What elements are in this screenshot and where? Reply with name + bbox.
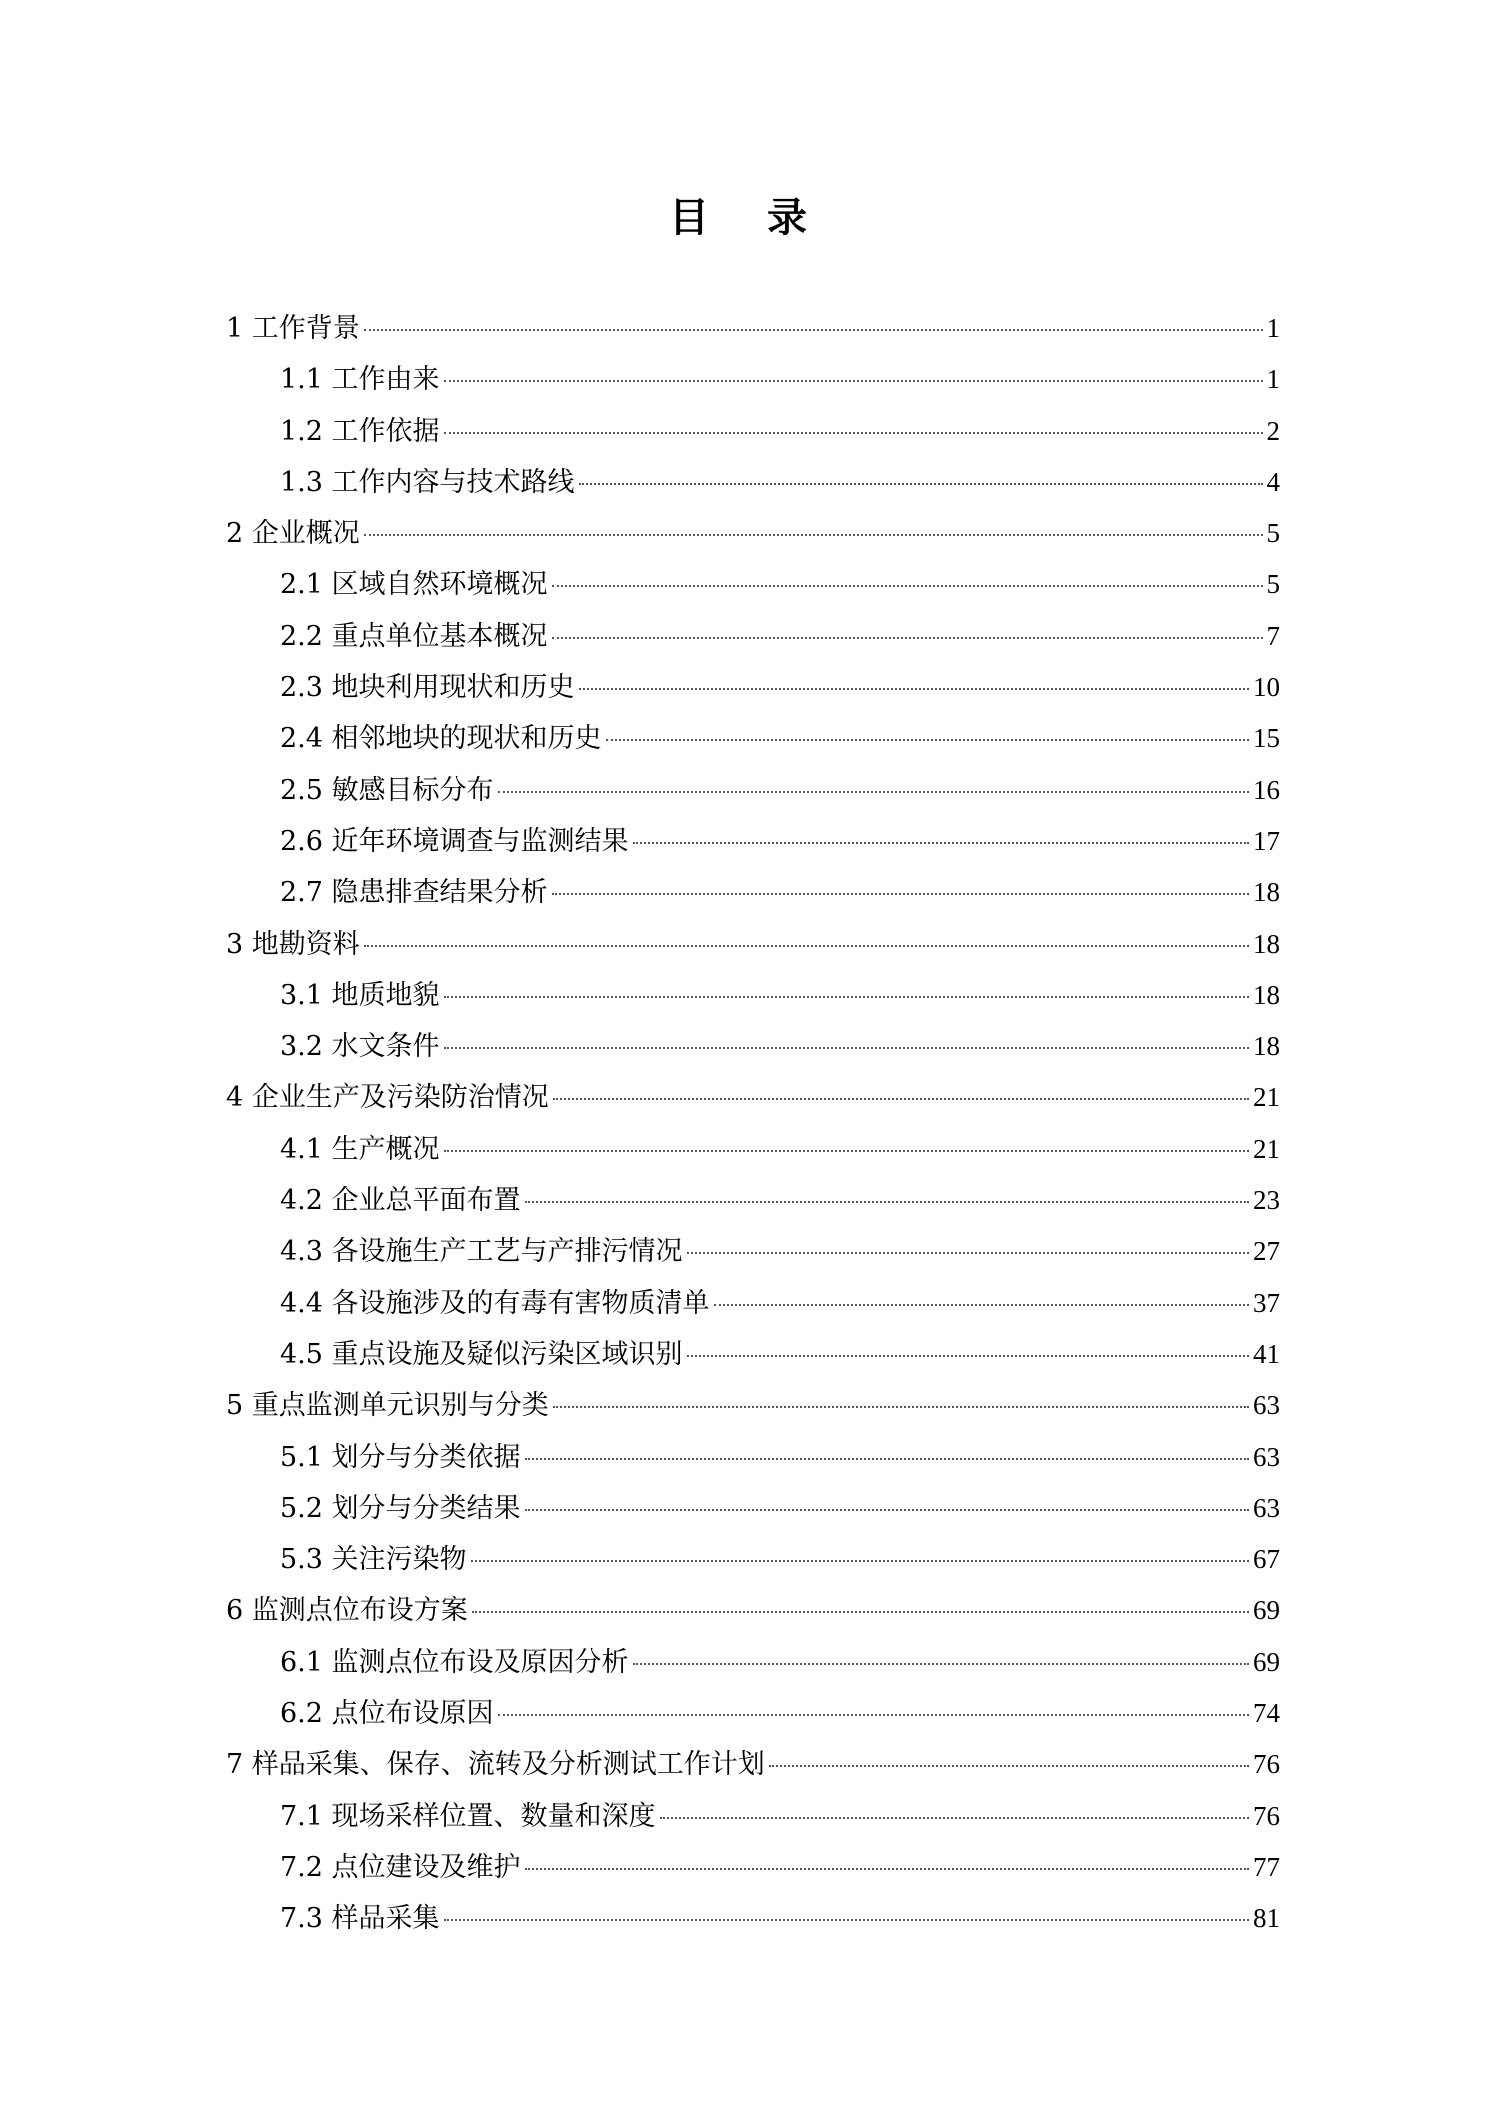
- toc-dot-leader: [769, 1765, 1249, 1767]
- toc-dot-leader: [687, 1252, 1249, 1254]
- toc-entry-label: 2.1 区域自然环境概况: [280, 569, 548, 601]
- toc-entry-section[interactable]: [226, 1278, 1280, 1329]
- toc-entry-label: 6.1 监测点位布设及原因分析: [280, 1646, 629, 1678]
- toc-entry-section[interactable]: [226, 867, 1280, 918]
- toc-entry-chapter[interactable]: [226, 508, 1280, 559]
- toc-dot-leader: [444, 432, 1263, 434]
- toc-dot-leader: [525, 1509, 1249, 1511]
- toc-dot-leader: [444, 1150, 1249, 1152]
- toc-dot-leader: [525, 1458, 1249, 1460]
- toc-dot-leader: [579, 688, 1249, 690]
- toc-entry-label: 7.1 现场采样位置、数量和深度: [280, 1800, 656, 1832]
- toc-entry-section[interactable]: [226, 1226, 1280, 1277]
- toc-entry-chapter[interactable]: [226, 1585, 1280, 1636]
- toc-entry-label: 2 企业概况: [226, 518, 360, 550]
- toc-entry-label: 3.1 地质地貌: [280, 979, 440, 1011]
- toc-entry-label: 4.1 生产概况: [280, 1133, 440, 1165]
- toc-entry-label: 1.2 工作依据: [280, 415, 440, 447]
- toc-dot-leader: [525, 1201, 1249, 1203]
- toc-entry-section[interactable]: [226, 611, 1280, 662]
- toc-entry-section[interactable]: [226, 1124, 1280, 1175]
- toc-entry-page-number: 21: [1253, 1082, 1280, 1113]
- toc-dot-leader: [498, 1714, 1249, 1716]
- toc-dot-leader: [364, 329, 1263, 331]
- toc-entry-section[interactable]: [226, 1534, 1280, 1585]
- toc-entry-label: 3 地勘资料: [226, 928, 360, 960]
- toc-dot-leader: [606, 739, 1249, 741]
- table-of-contents: [226, 303, 1280, 1945]
- toc-entry-label: 4.4 各设施涉及的有毒有害物质清单: [280, 1287, 710, 1319]
- toc-entry-page-number: 63: [1253, 1492, 1280, 1523]
- toc-entry-label: 5 重点监测单元识别与分类: [226, 1390, 549, 1422]
- toc-dot-leader: [552, 893, 1249, 895]
- toc-dot-leader: [444, 1047, 1249, 1049]
- toc-dot-leader: [444, 380, 1263, 382]
- toc-entry-section[interactable]: [226, 1893, 1280, 1944]
- toc-entry-section[interactable]: [226, 1791, 1280, 1842]
- toc-entry-section[interactable]: [226, 1329, 1280, 1380]
- toc-entry-page-number: 18: [1253, 877, 1280, 908]
- toc-entry-label: 3.2 水文条件: [280, 1031, 440, 1063]
- toc-entry-section[interactable]: [226, 559, 1280, 610]
- toc-dot-leader: [471, 1560, 1249, 1562]
- toc-entry-label: 2.7 隐患排查结果分析: [280, 877, 548, 909]
- toc-entry-section[interactable]: [226, 662, 1280, 713]
- toc-dot-leader: [633, 842, 1249, 844]
- toc-entry-section[interactable]: [226, 970, 1280, 1021]
- toc-entry-page-number: 18: [1253, 928, 1280, 959]
- toc-dot-leader: [714, 1304, 1249, 1306]
- toc-entry-section[interactable]: [226, 457, 1280, 508]
- toc-entry-page-number: 76: [1253, 1800, 1280, 1831]
- toc-entry-page-number: 74: [1253, 1698, 1280, 1729]
- toc-entry-page-number: 1: [1266, 313, 1280, 343]
- toc-dot-leader: [444, 1919, 1249, 1921]
- toc-entry-label: 5.2 划分与分类结果: [280, 1492, 521, 1524]
- toc-entry-section[interactable]: [226, 765, 1280, 816]
- toc-entry-page-number: 18: [1253, 1031, 1280, 1062]
- toc-dot-leader: [364, 945, 1249, 947]
- toc-entry-chapter[interactable]: [226, 1380, 1280, 1431]
- toc-entry-section[interactable]: [226, 1688, 1280, 1739]
- toc-entry-label: 1 工作背景: [226, 313, 360, 344]
- toc-entry-chapter[interactable]: [226, 303, 1280, 354]
- toc-entry-page-number: 4: [1266, 466, 1280, 497]
- toc-dot-leader: [579, 483, 1263, 485]
- toc-entry-label: 7.3 样品采集: [280, 1903, 440, 1935]
- toc-entry-label: 5.3 关注污染物: [280, 1544, 467, 1576]
- toc-entry-section[interactable]: [226, 1483, 1280, 1534]
- toc-entry-page-number: 17: [1253, 825, 1280, 856]
- toc-entry-label: 6.2 点位布设原因: [280, 1698, 494, 1730]
- toc-entry-page-number: 81: [1253, 1903, 1280, 1934]
- toc-entry-label: 2.5 敏感目标分布: [280, 774, 494, 806]
- toc-entry-section[interactable]: [226, 1637, 1280, 1688]
- toc-entry-page-number: 69: [1253, 1646, 1280, 1677]
- toc-entry-label: 2.3 地块利用现状和历史: [280, 672, 575, 704]
- toc-entry-section[interactable]: [226, 354, 1280, 405]
- toc-entry-section[interactable]: [226, 816, 1280, 867]
- toc-dot-leader: [553, 1406, 1249, 1408]
- toc-entry-page-number: 16: [1253, 774, 1280, 805]
- toc-entry-label: 4.2 企业总平面布置: [280, 1185, 521, 1217]
- toc-entry-page-number: 10: [1253, 672, 1280, 703]
- toc-entry-chapter[interactable]: [226, 1739, 1280, 1790]
- page-title: 目 录: [669, 195, 829, 241]
- toc-entry-page-number: 69: [1253, 1595, 1280, 1626]
- toc-dot-leader: [660, 1817, 1249, 1819]
- toc-entry-label: 4.3 各设施生产工艺与产排污情况: [280, 1236, 683, 1268]
- toc-entry-section[interactable]: [226, 1432, 1280, 1483]
- toc-entry-page-number: 5: [1266, 569, 1280, 600]
- toc-entry-label: 2.6 近年环境调查与监测结果: [280, 825, 629, 857]
- toc-entry-chapter[interactable]: [226, 1072, 1280, 1123]
- toc-dot-leader: [364, 534, 1263, 536]
- toc-entry-page-number: 5: [1266, 518, 1280, 549]
- toc-entry-section[interactable]: [226, 1175, 1280, 1226]
- toc-entry-page-number: 15: [1253, 723, 1280, 754]
- toc-entry-label: 6 监测点位布设方案: [226, 1595, 468, 1627]
- toc-entry-label: 7.2 点位建设及维护: [280, 1851, 521, 1883]
- toc-dot-leader: [498, 791, 1249, 793]
- toc-dot-leader: [552, 585, 1263, 587]
- toc-entry-page-number: 63: [1253, 1441, 1280, 1472]
- toc-entry-page-number: 2: [1266, 415, 1280, 446]
- toc-entry-page-number: 77: [1253, 1851, 1280, 1882]
- toc-entry-page-number: 18: [1253, 979, 1280, 1010]
- toc-dot-leader: [687, 1355, 1249, 1357]
- toc-dot-leader: [525, 1868, 1249, 1870]
- toc-entry-chapter[interactable]: [226, 919, 1280, 970]
- toc-entry-label: 4 企业生产及污染防治情况: [226, 1082, 549, 1114]
- toc-dot-leader: [553, 1098, 1249, 1100]
- toc-dot-leader: [552, 637, 1263, 639]
- toc-entry-label: 2.2 重点单位基本概况: [280, 620, 548, 652]
- toc-entry-section[interactable]: [226, 1842, 1280, 1893]
- toc-entry-page-number: 63: [1253, 1390, 1280, 1421]
- toc-entry-label: 5.1 划分与分类依据: [280, 1441, 521, 1473]
- toc-entry-section[interactable]: [226, 1021, 1280, 1072]
- toc-entry-section[interactable]: [226, 713, 1280, 764]
- toc-dot-leader: [472, 1611, 1249, 1613]
- toc-entry-label: 1.3 工作内容与技术路线: [280, 466, 575, 498]
- toc-entry-page-number: 76: [1253, 1749, 1280, 1780]
- toc-entry-page-number: 27: [1253, 1236, 1280, 1267]
- toc-entry-page-number: 21: [1253, 1133, 1280, 1164]
- toc-entry-label: 7 样品采集、保存、流转及分析测试工作计划: [226, 1749, 765, 1781]
- toc-entry-label: 4.5 重点设施及疑似污染区域识别: [280, 1338, 683, 1370]
- toc-dot-leader: [633, 1663, 1249, 1665]
- toc-entry-page-number: 23: [1253, 1185, 1280, 1216]
- toc-entry-page-number: 37: [1253, 1287, 1280, 1318]
- toc-entry-page-number: 67: [1253, 1544, 1280, 1575]
- toc-entry-label: 2.4 相邻地块的现状和历史: [280, 723, 602, 755]
- toc-entry-page-number: 7: [1266, 620, 1280, 651]
- toc-entry-label: 1.1 工作由来: [280, 364, 440, 396]
- toc-dot-leader: [444, 996, 1249, 998]
- toc-entry-page-number: 1: [1266, 364, 1280, 395]
- toc-entry-section[interactable]: [226, 406, 1280, 457]
- toc-entry-page-number: 41: [1253, 1338, 1280, 1369]
